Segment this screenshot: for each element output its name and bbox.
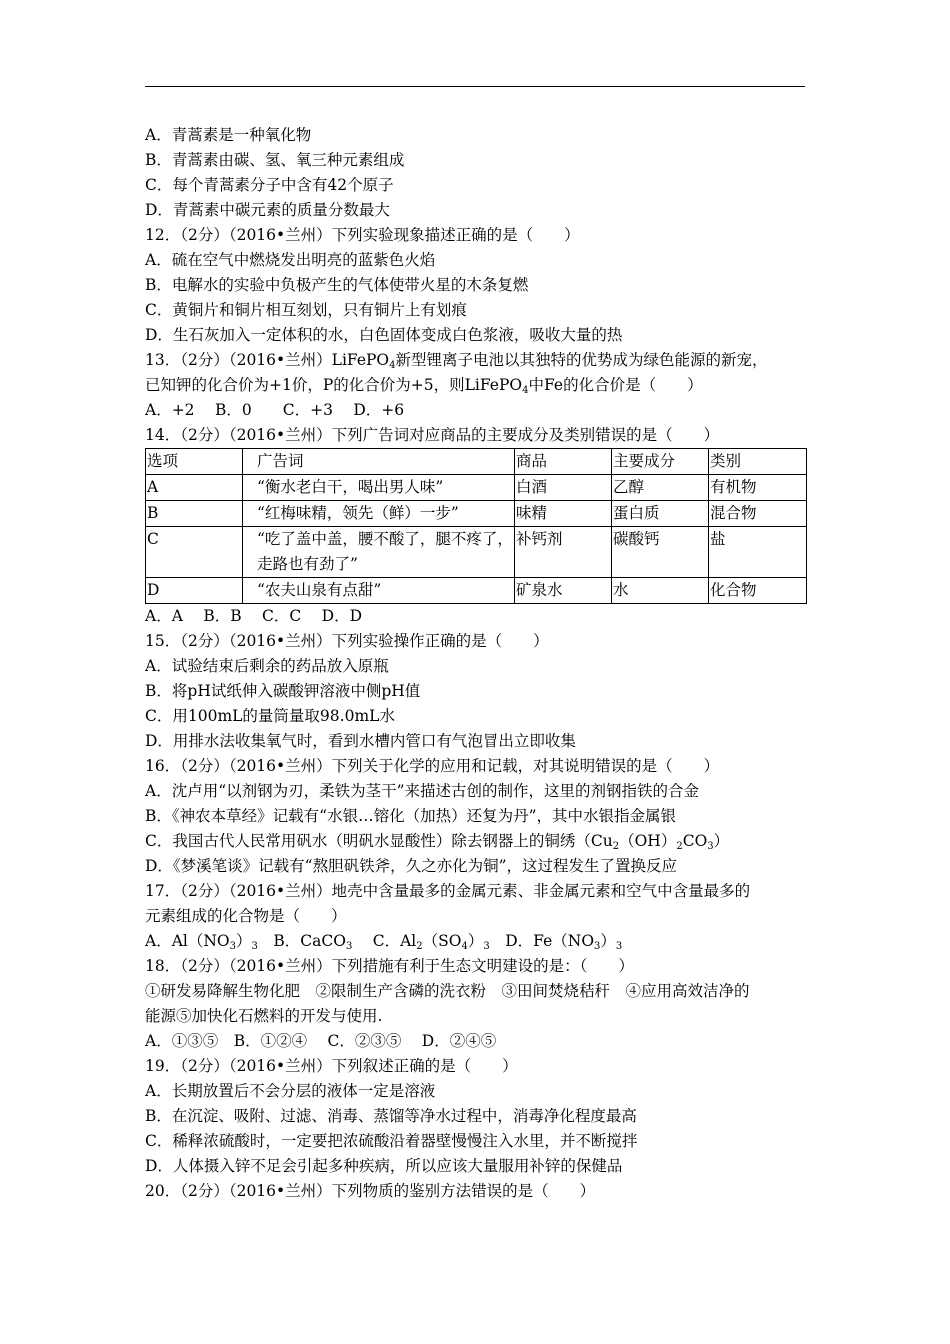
- question-20: [145, 1179, 810, 1204]
- q18-stem: 18．（2分）（2016•兰州）下列措施有利于生态文明建设的是：（ ）: [145, 957, 634, 975]
- question-14: [145, 423, 810, 629]
- table-cell: D: [146, 578, 243, 604]
- table-cell: 白酒: [515, 475, 612, 501]
- table-cell: 碳酸钙: [612, 527, 709, 578]
- q18-options: A．①③⑤ B．①②④ C．②③⑤ D．②④⑤: [145, 1032, 497, 1050]
- q16-c-mid: （OH）: [619, 832, 677, 850]
- table-cell: 补钙剂: [515, 527, 612, 578]
- question-19: [145, 1054, 810, 1179]
- q17-oc-mid: （SO: [422, 932, 462, 950]
- q14-table: [145, 448, 807, 604]
- q17-od-sub1: 3: [594, 941, 601, 952]
- table-row: [146, 475, 807, 501]
- q17-ob-sub: 3: [345, 941, 353, 952]
- q12-option-c: C．黄铜片和铜片相互刻划，只有铜片上有划痕: [145, 301, 467, 319]
- q13-l2b: 中Fe的化合价是（ ）: [528, 376, 703, 394]
- q17-oc-sub3: 3: [483, 941, 490, 952]
- table-row: [146, 501, 807, 527]
- q11-option-d: D．青蒿素中碳元素的质量分数最大: [145, 201, 390, 219]
- q13-stem-line2: [145, 373, 810, 398]
- q16-option-b: B．《神农本草经》记载有“水银…镕化（加热）还复为丹”，其中水银指金属银: [145, 807, 676, 825]
- q17-od-end: ）: [600, 932, 616, 950]
- header-cell-category: 类别: [709, 449, 807, 475]
- q13-l2-sub: 4: [522, 385, 529, 396]
- q18-measures-line1: ①研发易降解生物化肥 ②限制生产含磷的洗衣粉 ③田间焚烧秸秆 ④应用高效洁净的: [145, 982, 750, 1000]
- table-cell: 味精: [515, 501, 612, 527]
- q15-option-d: D．用排水法收集氧气时，看到水槽内管口有气泡冒出立即收集: [145, 732, 576, 750]
- q18-measures-line2: 能源⑤加快化石燃料的开发与使用.: [145, 1007, 383, 1025]
- q16-stem: 16．（2分）（2016•兰州）下列关于化学的应用和记载，对其说明错误的是（ ）: [145, 757, 720, 775]
- q17-oa-sub1: 3: [229, 941, 236, 952]
- header-cell-product: 商品: [515, 449, 612, 475]
- table-cell: “农夫山泉有点甜”: [243, 578, 515, 604]
- table-cell: C: [146, 527, 243, 578]
- q11-option-b: B．青蒿素由碳、氢、氧三种元素组成: [145, 151, 405, 169]
- q15-stem: 15．（2分）（2016•兰州）下列实验操作正确的是（ ）: [145, 632, 549, 650]
- question-15: [145, 629, 810, 754]
- q11-option-a: A．青蒿素是一种氧化物: [145, 126, 312, 144]
- q15-option-c: C．用100mL的量筒量取98.0mL水: [145, 707, 395, 725]
- q13-options: A．+2 B．0 C．+3 D．+6: [145, 401, 405, 419]
- q19-option-a: A．长期放置后不会分层的液体一定是溶液: [145, 1082, 436, 1100]
- q16-c-end: ）: [713, 832, 730, 850]
- q12-option-b: B．电解水的实验中负极产生的气体使带火星的木条复燃: [145, 276, 529, 294]
- q16-c-sub1: 2: [612, 841, 620, 852]
- q12-option-a: A．硫在空气中燃烧发出明亮的蓝紫色火焰: [145, 251, 436, 269]
- q14-options: A．A B．B C．C D．D: [145, 607, 363, 625]
- q13-l1a: 13．（2分）（2016•兰州）LiFePO: [145, 351, 390, 369]
- table-cell: 有机物: [709, 475, 807, 501]
- q15-option-a: A．试验结束后剩余的药品放入原瓶: [145, 657, 389, 675]
- table-cell: 混合物: [709, 501, 807, 527]
- table-cell: “红梅味精，领先（鲜）一步”: [243, 501, 515, 527]
- table-cell: “吃了盖中盖，腰不酸了，腿不疼了，走路也有劲了”: [243, 527, 515, 578]
- q17-oa: A．Al（NO: [145, 932, 230, 950]
- page-content: [145, 123, 810, 1204]
- table-cell: 乙醇: [612, 475, 709, 501]
- q17-oc-sub1: 2: [416, 941, 423, 952]
- header-cell-ingredient: 主要成分: [612, 449, 709, 475]
- table-cell: B: [146, 501, 243, 527]
- q16-option-d: D．《梦溪笔谈》记载有“熬胆矾铁斧，久之亦化为铜”，这过程发生了置换反应: [145, 857, 678, 875]
- q17-od-sub2: 3: [615, 941, 623, 952]
- q16-c-post: CO: [682, 832, 708, 850]
- q19-stem: 19．（2分）（2016•兰州）下列叙述正确的是（ ）: [145, 1057, 518, 1075]
- q17-oa-sub2: 3: [251, 941, 258, 952]
- table-cell: 盐: [709, 527, 807, 578]
- table-cell: “衡水老白干，喝出男人味”: [243, 475, 515, 501]
- table-header-row: [146, 449, 807, 475]
- q13-l2a: 已知钾的化合价为+1价，P的化合价为+5，则LiFePO: [145, 376, 523, 394]
- q13-stem-line1: [145, 348, 810, 373]
- q13-l1b: 新型锂离子电池以其独特的优势成为绿色能源的新宠，: [395, 351, 768, 369]
- q17-ob: B．CaCO: [257, 932, 346, 950]
- q12-stem: 12．（2分）（2016•兰州）下列实验现象描述正确的是（ ）: [145, 226, 580, 244]
- q17-oc: C．Al: [352, 932, 417, 950]
- question-12: [145, 223, 810, 348]
- q11-options: [145, 123, 810, 223]
- q17-stem-line1: 17．（2分）（2016•兰州）地壳中含量最多的金属元素、非金属元素和空气中含量最多的: [145, 882, 751, 900]
- table-cell: 水: [612, 578, 709, 604]
- question-13: [145, 348, 810, 423]
- q19-option-c: C．稀释浓硫酸时，一定要把浓硫酸沿着器壁慢慢注入水里，并不断搅拌: [145, 1132, 638, 1150]
- q16-c-pre: C．我国古代人民常用矾水（明矾水显酸性）除去钢器上的铜绣（Cu: [145, 832, 613, 850]
- q11-option-c: C．每个青蒿素分子中含有42个原子: [145, 176, 394, 194]
- q13-l1-sub: 4: [389, 360, 396, 371]
- table-cell: A: [146, 475, 243, 501]
- question-17: [145, 879, 810, 954]
- q15-option-b: B．将pH试纸伸入碳酸钾溶液中侧pH值: [145, 682, 421, 700]
- question-16: [145, 754, 810, 879]
- q16-option-a: A．沈卢用“以剂钢为刃，柔铁为茎干”来描述古创的制作，这里的剂钢指铁的合金: [145, 782, 700, 800]
- q16-c-sub2: 2: [676, 841, 683, 852]
- q16-c-sub3: 3: [707, 841, 714, 852]
- q17-oc-sub2: 4: [461, 941, 468, 952]
- table-cell: 化合物: [709, 578, 807, 604]
- q17-oa-end: ）: [236, 932, 252, 950]
- table-row: [146, 527, 807, 578]
- question-18: [145, 954, 810, 1054]
- q17-stem-line2: 元素组成的化合物是（ ）: [145, 907, 347, 925]
- q20-stem: 20．（2分）（2016•兰州）下列物质的鉴别方法错误的是（ ）: [145, 1182, 596, 1200]
- header-rule: [145, 86, 805, 87]
- table-cell: 矿泉水: [515, 578, 612, 604]
- q16-option-c: [145, 829, 810, 854]
- q19-option-b: B．在沉淀、吸附、过滤、消毒、蒸馏等净水过程中，消毒净化程度最高: [145, 1107, 637, 1125]
- table-row: [146, 578, 807, 604]
- q17-options: [145, 929, 810, 954]
- header-cell-option: 选项: [146, 449, 243, 475]
- q19-option-d: D．人体摄入锌不足会引起多种疾病，所以应该大量服用补锌的保健品: [145, 1157, 623, 1175]
- q12-option-d: D．生石灰加入一定体积的水，白色固体变成白色浆液，吸收大量的热: [145, 326, 623, 344]
- q17-od: D．Fe（NO: [489, 932, 595, 950]
- table-cell: 蛋白质: [612, 501, 709, 527]
- q14-stem: 14．（2分）（2016•兰州）下列广告词对应商品的主要成分及类别错误的是（ ）: [145, 426, 720, 444]
- header-cell-slogan: 广告词: [243, 449, 515, 475]
- q17-oc-end: ）: [467, 932, 484, 950]
